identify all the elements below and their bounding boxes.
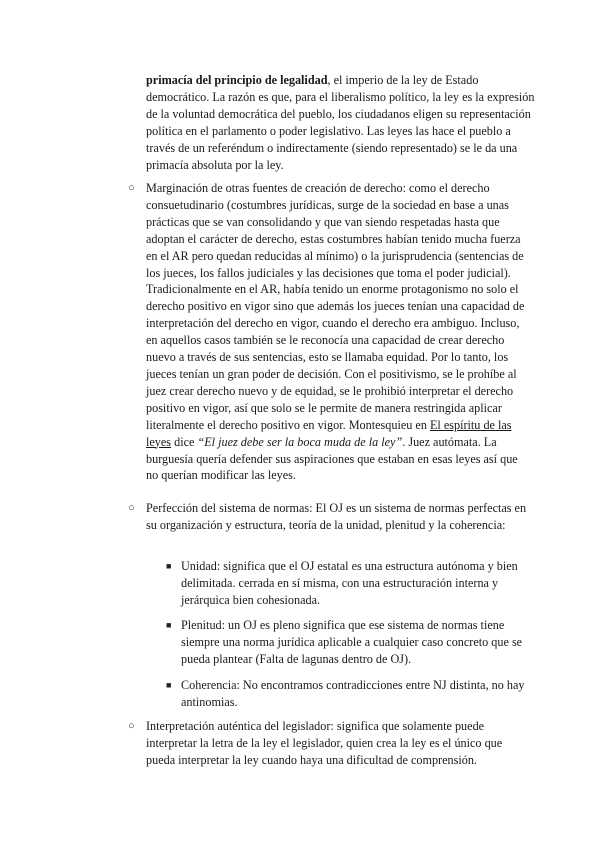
hollow-bullet-icon: ○ xyxy=(128,182,135,194)
plenitud-item: Plenitud: un OJ es pleno significa que ese sistema de normas tiene siempre una norma jurídica aplicable a cualquier caso concreto que se pueda plantear (Falta de lagunas dentro de OJ). xyxy=(181,618,523,666)
square-bullet-icon: ■ xyxy=(166,680,172,690)
square-bullet-icon: ■ xyxy=(166,620,172,630)
marginacion-text: Marginación de otras fuentes de creación de derecho: como el derecho consuetudinario (costumbres jurídicas, surge de la sociedad en base a unas prácticas que se van consolidando y que van siendo respetadas hasta que adoptan el carácter de derecho, estas costumbres habían tenido mucha fuerza en el AR pero quedan reducidas al mínimo) o la jurisprudencia (sentencias de los jueces, los fallos judiciales y las decisiones que toma el poder judicial). Tradicionalmente en el AR, había tenido un enorme protagonismo no solo el derecho positivo en vigor sino que además los jueces tenían una capacidad de interpretación del derecho en vigor, cuando el derecho era ambiguo. Incluso, en aquellos casos también se le reconocía una capacidad de crear derecho nuevo a través de sus sentencias, esto se llamaba equidad. Por lo tanto, los jueces tenían un gran poder de decisión. Con el positivismo, se le prohíbe al juez crear derecho nuevo y de equidad, se le prohibió interpretar el derecho positivo en vigor, así que solo se le permite de manera restringida aplicar literalmente el derecho positivo en vigor. Montesquieu en xyxy=(146,181,525,432)
hollow-bullet-icon: ○ xyxy=(128,720,135,732)
dice-text: dice xyxy=(171,434,198,449)
book-title: El espíritu de las leyes xyxy=(146,417,512,449)
coherencia-item: Coherencia: No encontramos contradicciones entre NJ distinta, no hay antinomias. xyxy=(181,678,525,709)
hollow-bullet-icon: ○ xyxy=(128,502,135,514)
square-bullet-icon: ■ xyxy=(166,561,172,571)
marginacion-end: . Juez autómata. La burguesía quería defender sus aspiraciones que estaban en esas leyes así que no querían modificar las leyes. xyxy=(146,434,518,483)
unidad-item: Unidad: significa que el OJ estatal es una estructura autónoma y bien delimitada. cerrada en sí misma, con una estructuración interna y jerárquica bien cohesionada. xyxy=(181,559,518,607)
quote-text: “El juez debe ser la boca muda de la ley” xyxy=(197,434,403,449)
perfeccion-item: Perfección del sistema de normas: El OJ es un sistema de normas perfectas en su organización y estructura, teoría de la unidad, plenitud y la coherencia: xyxy=(146,501,527,532)
intro-bold-term: primacía del principio de legalidad xyxy=(146,73,328,87)
intro-paragraph xyxy=(146,72,536,173)
intro-text: , el imperio de la ley de Estado democrático. La razón es que, para el liberalismo político, la ley es la expresión de la voluntad democrática del pueblo, los ciudadanos eligen su representación política en el parlamento o poder legislativo. Las leyes las hace el pueblo a través de un referéndum o indirectamente (siendo representado) se le da una primacía absoluta por la ley. xyxy=(146,73,535,172)
marginacion-item xyxy=(146,180,532,484)
interpretacion-item: Interpretación auténtica del legislador: significa que solamente puede interpretar la letra de la ley el legislador, quien crea la ley es el único que pueda interpretar la ley cuando haya una dificultad de comprensión. xyxy=(146,719,503,767)
